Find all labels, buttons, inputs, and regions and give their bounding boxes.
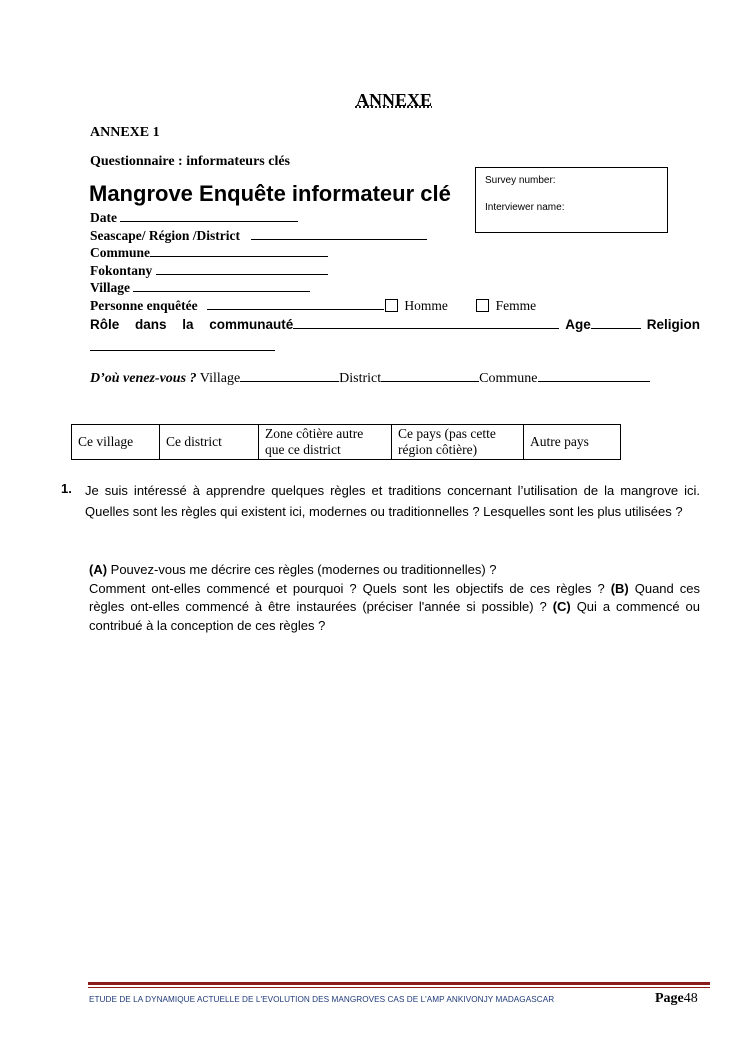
page-number-value: 48 <box>683 991 698 1006</box>
village-label: Village <box>90 280 130 295</box>
fokontany-field <box>90 263 328 279</box>
fokontany-label: Fokontany <box>90 263 153 278</box>
femme-label: Femme <box>495 298 537 313</box>
role-label: Rôle dans la communauté <box>90 317 294 332</box>
footer-title: ETUDE DE LA DYNAMIQUE ACTUELLE DE L'EVOLUTION DES MANGROVES CAS DE L'AMP ANKIVONJY MADAGASCAR <box>89 995 555 1004</box>
origin-option-other-country[interactable] <box>524 425 621 460</box>
role-blank[interactable] <box>293 318 559 329</box>
origin-district-blank[interactable] <box>381 371 479 382</box>
annexe-title: ANNEXE <box>355 90 432 110</box>
seascape-field <box>90 228 427 244</box>
footer-rule-thin <box>88 987 710 988</box>
religion-label: Religion <box>646 317 700 332</box>
label-c: (C) <box>552 599 571 614</box>
question-1-subquestions <box>89 561 700 635</box>
seascape-label: Seascape/ Région /District <box>90 228 240 243</box>
survey-info-box <box>475 167 668 233</box>
age-blank[interactable] <box>591 318 641 329</box>
origin-option-coastal-zone[interactable] <box>259 425 392 460</box>
origin-table-row <box>72 425 621 460</box>
origin-option-village[interactable] <box>72 425 160 460</box>
seascape-blank[interactable] <box>251 229 427 240</box>
origin-table <box>71 424 621 460</box>
personne-label: Personne enquêtée <box>90 298 198 313</box>
role-field <box>90 317 700 332</box>
label-a: (A) <box>89 562 108 577</box>
origin-question: D’où venez-vous ? <box>90 371 197 386</box>
commune-label: Commune <box>90 245 150 260</box>
form-heading: Mangrove Enquête informateur clé <box>89 181 451 206</box>
origin-commune-label: Commune <box>479 371 538 386</box>
religion-blank-line <box>90 338 275 356</box>
religion-blank[interactable] <box>90 340 275 351</box>
origin-option-text: région côtière) <box>398 442 478 457</box>
page-label: Page <box>655 991 684 1006</box>
origin-village-blank[interactable] <box>240 371 339 382</box>
origin-option-text: Ce district <box>166 434 222 449</box>
origin-option-text: Zone côtière autre <box>265 426 364 441</box>
homme-checkbox[interactable] <box>385 299 398 312</box>
commune-field <box>90 245 328 261</box>
origin-option-district[interactable] <box>160 425 259 460</box>
fokontany-blank[interactable] <box>156 264 328 275</box>
subquestion-b-c <box>89 580 700 636</box>
village-blank[interactable] <box>133 281 310 292</box>
homme-label: Homme <box>404 298 448 313</box>
subquestion-b-text: Quand ces règles ont-elles commencé à être instaurées (préciser l'année si possible) ? <box>89 580 700 614</box>
origin-option-country[interactable] <box>392 425 524 460</box>
age-group <box>565 317 641 332</box>
questionnaire-label: Questionnaire : informateurs clés <box>90 154 290 169</box>
origin-district-label: District <box>339 371 382 386</box>
subquestion-a-text: Pouvez-vous me décrire ces règles (modernes ou traditionnelles) ? <box>107 562 497 577</box>
annex-number: ANNEXE 1 <box>90 125 160 140</box>
label-b: (B) <box>610 580 629 596</box>
origin-option-text: Ce village <box>78 434 134 449</box>
origin-commune-blank[interactable] <box>538 371 650 382</box>
question-1-number: 1. <box>61 481 72 496</box>
personne-blank[interactable] <box>207 299 384 310</box>
village-field <box>90 280 310 296</box>
age-label: Age <box>565 317 591 332</box>
page-number <box>655 991 698 1007</box>
personne-field <box>90 298 536 314</box>
origin-field <box>90 371 650 387</box>
subquestion-a <box>89 561 700 580</box>
subquestion-line2: Comment ont-elles commencé et pourquoi ? Quels sont les objectifs de ces règles ? <box>89 580 611 596</box>
date-blank[interactable] <box>120 211 298 222</box>
question-1-text: Je suis intéressé à apprendre quelques règles et traditions concernant l’utilisation de la mangrove ici. Quelles sont les règles qui existent ici, modernes ou traditionnelles ? Lesquelles sont les plus utilisées ? <box>85 483 700 519</box>
commune-blank[interactable] <box>150 246 328 257</box>
interviewer-name-label: Interviewer name: <box>485 202 565 213</box>
footer-rule <box>88 982 710 985</box>
date-field <box>90 210 298 226</box>
origin-village-label: Village <box>199 371 241 386</box>
origin-option-text: que ce district <box>265 442 341 457</box>
role-group <box>90 317 559 332</box>
subquestion-c-text: Qui a commencé ou contribué à la conception de ces règles ? <box>89 599 700 633</box>
origin-option-text: Ce pays (pas cette <box>398 426 496 441</box>
femme-checkbox[interactable] <box>476 299 489 312</box>
survey-number-label: Survey number: <box>485 175 556 186</box>
date-label: Date <box>90 210 117 225</box>
origin-option-text: Autre pays <box>530 434 589 449</box>
